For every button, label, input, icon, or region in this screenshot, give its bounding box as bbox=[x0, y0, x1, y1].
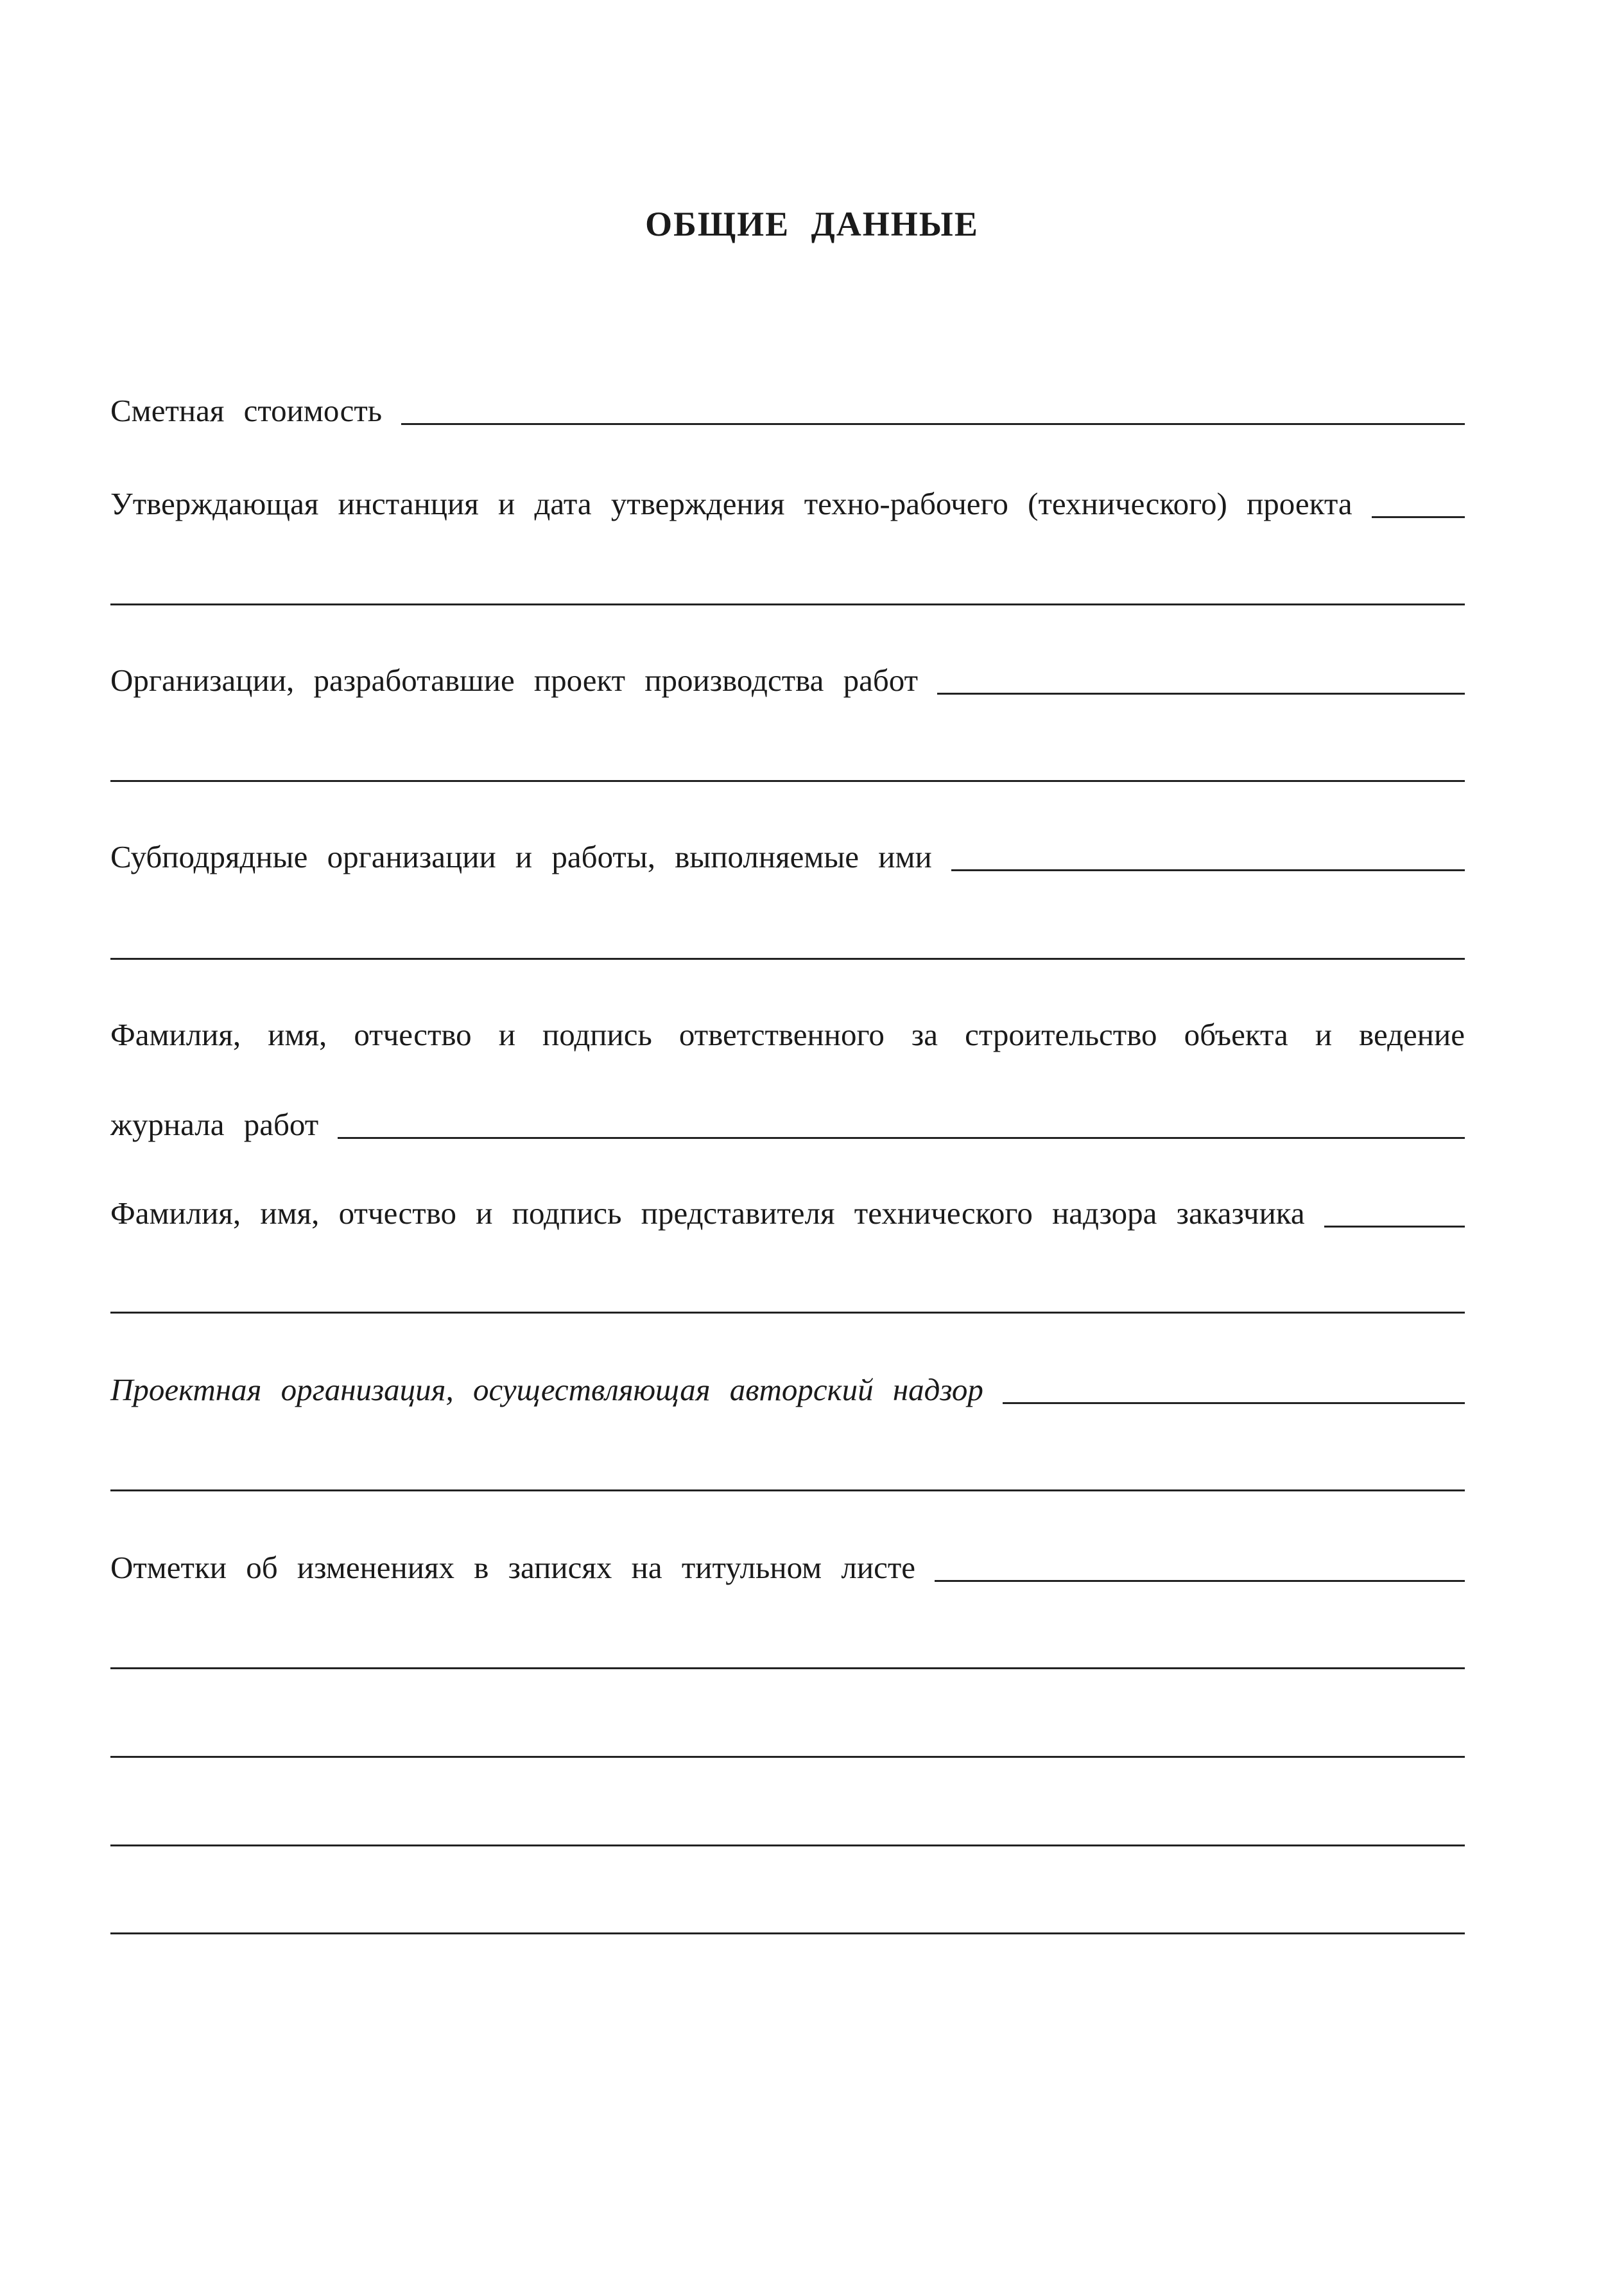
subcontractors-continuation-line[interactable] bbox=[110, 958, 1465, 960]
responsible-person-blank[interactable] bbox=[338, 1137, 1465, 1139]
subcontractors-blank[interactable] bbox=[951, 869, 1465, 871]
title-page-changes-line-3[interactable] bbox=[110, 1844, 1465, 1846]
title-page-changes-line-2[interactable] bbox=[110, 1756, 1465, 1758]
title-page-changes-row bbox=[110, 1549, 1465, 1587]
technical-supervision-label: Фамилия, имя, отчество и подпись представителя технического надзора заказчика bbox=[110, 1195, 1305, 1231]
page-title: ОБЩИЕ ДАННЫЕ bbox=[645, 205, 979, 243]
approving-authority-label: Утверждающая инстанция и дата утверждения техно-рабочего (технического) проекта bbox=[110, 486, 1352, 521]
responsible-person-label-2: журнала работ bbox=[110, 1107, 319, 1142]
developing-organizations-label: Организации, разработавшие проект производства работ bbox=[110, 663, 919, 698]
design-organization-label: Проектная организация, осуществляющая авторский надзор bbox=[110, 1372, 983, 1407]
subcontractors-row bbox=[110, 838, 1465, 876]
responsible-person-row-1 bbox=[110, 1016, 1465, 1054]
developing-organizations-blank[interactable] bbox=[937, 693, 1465, 695]
developing-organizations-continuation-line[interactable] bbox=[110, 780, 1465, 782]
design-organization-row bbox=[110, 1371, 1465, 1409]
developing-organizations-row bbox=[110, 661, 1465, 700]
subcontractors-label: Субподрядные организации и работы, выполняемые ими bbox=[110, 839, 932, 874]
title-page-changes-label: Отметки об изменениях в записях на титульном листе bbox=[110, 1550, 916, 1585]
title-page-changes-line-4[interactable] bbox=[110, 1932, 1465, 1934]
estimated-cost-row bbox=[110, 392, 1465, 430]
approving-authority-blank[interactable] bbox=[1372, 516, 1465, 518]
design-organization-blank[interactable] bbox=[1003, 1402, 1465, 1404]
title-page-changes-line-1[interactable] bbox=[110, 1667, 1465, 1669]
approving-authority-row bbox=[110, 485, 1465, 523]
design-organization-continuation-line[interactable] bbox=[110, 1489, 1465, 1491]
technical-supervision-blank[interactable] bbox=[1324, 1226, 1465, 1228]
approving-authority-continuation-line[interactable] bbox=[110, 603, 1465, 605]
technical-supervision-continuation-line[interactable] bbox=[110, 1312, 1465, 1314]
title-page-changes-blank[interactable] bbox=[935, 1580, 1465, 1582]
responsible-person-row-2 bbox=[110, 1106, 1465, 1144]
responsible-person-label-1: Фамилия, имя, отчество и подпись ответственного за строительство объекта и ведение bbox=[110, 1017, 1465, 1052]
technical-supervision-row bbox=[110, 1194, 1465, 1233]
estimated-cost-label: Сметная стоимость bbox=[110, 393, 383, 428]
estimated-cost-blank[interactable] bbox=[401, 423, 1465, 425]
